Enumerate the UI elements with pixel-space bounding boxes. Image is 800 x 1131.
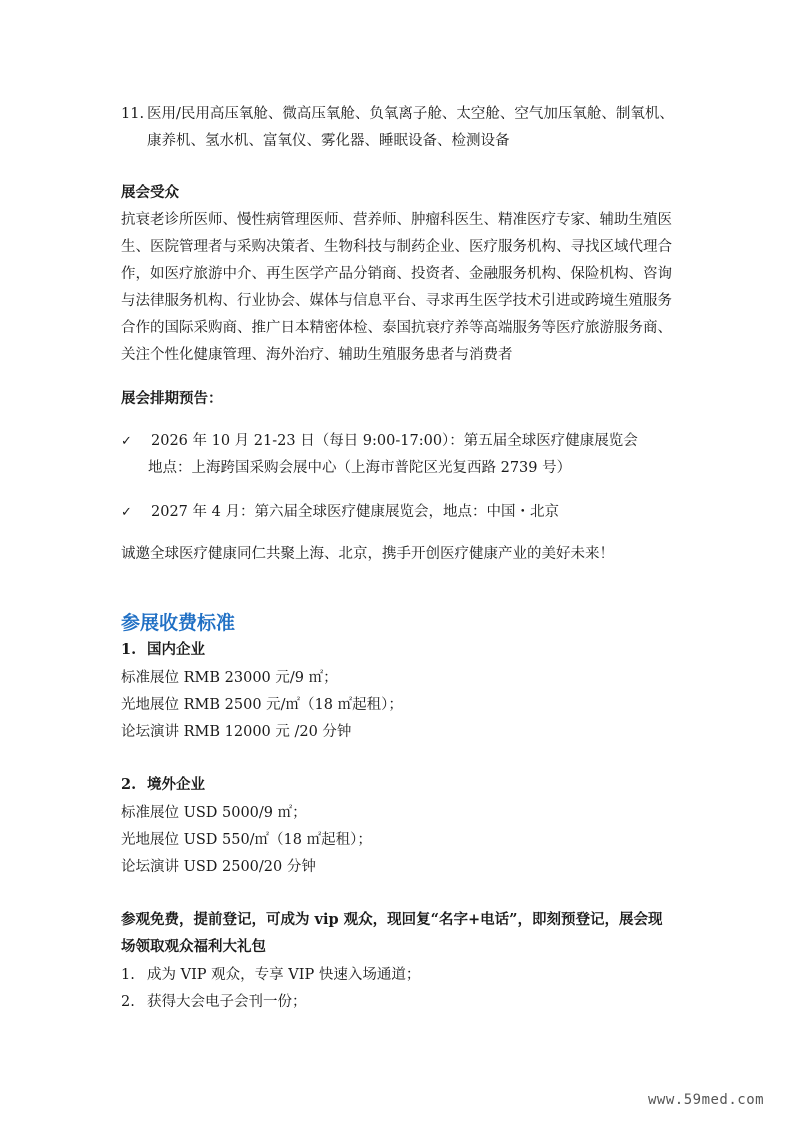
list-number: 1. — [121, 641, 137, 658]
overseas-heading — [121, 775, 205, 795]
exhibit-item-11-cont: 康养机、氢水机、富氧仪、雾化器、睡眠设备、检测设备 — [147, 133, 510, 149]
audience-text-line: 作，如医疗旅游中介、再生医学产品分销商、投资者、金融服务机构、保险机构、咨询 — [121, 266, 672, 282]
audience-heading: 展会受众 — [121, 184, 179, 201]
visit-benefit-text: 获得大会电子会刊一份； — [147, 994, 307, 1010]
domestic-heading-text: 国内企业 — [147, 641, 205, 658]
list-number: 2. — [121, 994, 135, 1010]
exhibit-item-11 — [121, 104, 674, 124]
audience-text-line: 合作的国际采购商、推广日本精密体检、泰国抗衰疗养等高端服务等医疗旅游服务商、 — [121, 320, 672, 336]
site-watermark: www.59med.com — [648, 1092, 765, 1108]
overseas-fee-line: 论坛演讲 USD 2500/20 分钟 — [121, 859, 316, 875]
domestic-fee-line: 论坛演讲 RMB 12000 元 /20 分钟 — [121, 724, 352, 740]
fees-section-title: 参展收费标准 — [121, 612, 236, 634]
schedule-item-1-text: 2026 年 10 月 21-23 日（每日 9:00-17:00）：第五届全球医疗健康展览会 — [151, 433, 638, 449]
overseas-fee-line: 标准展位 USD 5000/9 ㎡； — [121, 805, 307, 821]
domestic-fee-line: 光地展位 RMB 2500 元/㎡（18 ㎡起租）； — [121, 697, 403, 713]
list-number: 11. — [121, 106, 145, 122]
audience-text-line: 抗衰老诊所医师、慢性病管理医师、营养师、肿瘤科医生、精准医疗专家、辅助生殖医 — [121, 212, 672, 228]
schedule-item-1 — [121, 431, 638, 452]
audience-text-line: 与法律服务机构、行业协会、媒体与信息平台、寻求再生医学技术引进或跨境生殖服务 — [121, 293, 672, 309]
invitation-text: 诚邀全球医疗健康同仁共聚上海、北京，携手开创医疗健康产业的美好未来！ — [121, 546, 614, 562]
overseas-heading-text: 境外企业 — [147, 776, 205, 793]
visit-benefit-text: 成为 VIP 观众，专享 VIP 快速入场通道； — [147, 967, 421, 983]
domestic-fee-line: 标准展位 RMB 23000 元/9 ㎡； — [121, 670, 338, 686]
schedule-item-1-location: 地点：上海跨国采购会展中心（上海市普陀区光复西路 2739 号） — [148, 460, 572, 476]
schedule-item-2 — [121, 502, 559, 523]
list-number: 1. — [121, 967, 135, 983]
schedule-item-2-text: 2027 年 4 月：第六届全球医疗健康展览会，地点：中国・北京 — [151, 504, 559, 520]
visit-benefit-item — [121, 992, 307, 1012]
exhibit-item-text: 医用/民用高压氧舱、微高压氧舱、负氧离子舱、太空舱、空气加压氧舱、制氧机、 — [147, 106, 674, 122]
audience-text-line: 生、医院管理者与采购决策者、生物科技与制药企业、医疗服务机构、寻找区域代理合 — [121, 239, 672, 255]
visit-text-line: 参观免费，提前登记，可成为 vip 观众，现回复“名字+电话”，即刻预登记，展会现 — [121, 911, 663, 928]
audience-text-line: 关注个性化健康管理、海外治疗、辅助生殖服务患者与消费者 — [121, 347, 513, 363]
overseas-fee-line: 光地展位 USD 550/㎡（18 ㎡起租）； — [121, 832, 372, 848]
check-icon: ✓ — [121, 505, 132, 520]
check-icon: ✓ — [121, 434, 132, 449]
visit-benefit-item — [121, 965, 420, 985]
visit-text-line: 场领取观众福利大礼包 — [121, 938, 266, 955]
list-number: 2. — [121, 776, 137, 793]
schedule-heading: 展会排期预告： — [121, 390, 223, 407]
domestic-heading — [121, 640, 205, 660]
